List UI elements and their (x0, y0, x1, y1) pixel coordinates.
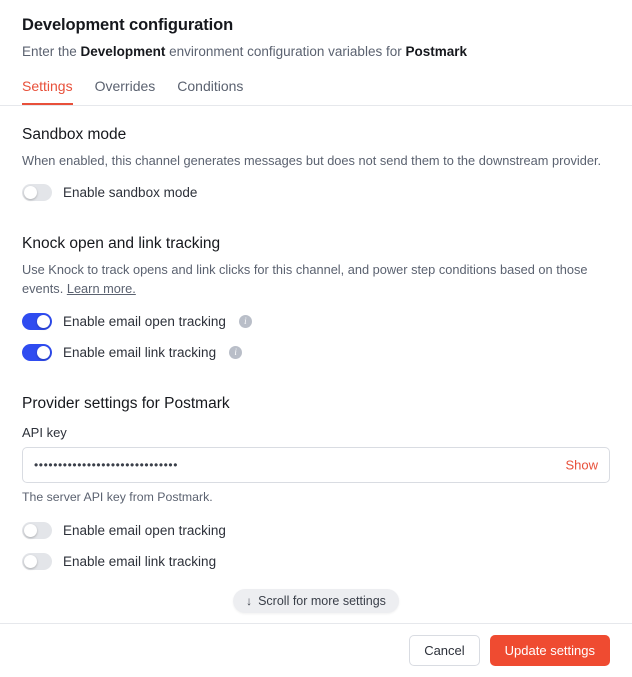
toggle-provider-email-link-tracking[interactable] (22, 553, 52, 570)
arrow-down-icon: ↓ (246, 594, 253, 608)
provider-open-tracking-row[interactable] (22, 522, 610, 539)
toggle-knob (24, 524, 37, 537)
panel-footer (0, 623, 632, 677)
sandbox-toggle-label: Enable sandbox mode (63, 185, 198, 201)
toggle-provider-email-open-tracking[interactable] (22, 522, 52, 539)
section-provider-settings (22, 375, 610, 570)
api-key-help-text: The server API key from Postmark. (22, 489, 213, 504)
knock-open-tracking-row[interactable] (22, 313, 610, 330)
provider-link-tracking-label: Enable email link tracking (63, 553, 217, 569)
toggle-knob (24, 186, 37, 199)
section-sandbox-mode (22, 106, 610, 202)
api-key-label: API key (22, 424, 67, 440)
subtitle-environment: Development (80, 44, 166, 59)
update-settings-button[interactable]: Update settings (490, 635, 610, 666)
settings-body (0, 106, 632, 623)
knock-link-tracking-label: Enable email link tracking (63, 344, 217, 360)
provider-open-tracking-label: Enable email open tracking (63, 522, 226, 538)
provider-link-tracking-row[interactable] (22, 553, 610, 570)
provider-section-title: Provider settings for Postmark (22, 394, 230, 412)
sandbox-toggle-row[interactable] (22, 184, 610, 201)
tracking-section-title: Knock open and link tracking (22, 235, 221, 253)
tracking-description-text: Use Knock to track opens and link clicks for this channel, and power step conditions based on those events. (22, 262, 588, 296)
scroll-pill-label: Scroll for more settings (258, 594, 386, 608)
tracking-section-description (22, 261, 610, 298)
sandbox-section-description: When enabled, this channel generates messages but does not send them to the downstream provider. (22, 152, 602, 168)
subtitle-prefix: Enter the (22, 44, 81, 59)
subtitle-provider: Postmark (405, 44, 467, 59)
scroll-for-more-settings-pill[interactable] (233, 589, 399, 613)
toggle-knob (37, 315, 50, 328)
toggle-knock-email-open-tracking[interactable] (22, 313, 52, 330)
toggle-knock-email-link-tracking[interactable] (22, 344, 52, 361)
page-title: Development configuration (22, 16, 234, 34)
show-api-key-button[interactable]: Show (565, 457, 598, 473)
cancel-button[interactable]: Cancel (409, 635, 479, 666)
tab-conditions[interactable]: Conditions (177, 78, 243, 105)
toggle-enable-sandbox-mode[interactable] (22, 184, 52, 201)
toggle-knob (24, 555, 37, 568)
sandbox-section-title: Sandbox mode (22, 125, 127, 143)
subtitle-middle: environment configuration variables for (165, 44, 406, 59)
tab-overrides[interactable]: Overrides (95, 78, 156, 105)
knock-open-tracking-label: Enable email open tracking (63, 313, 226, 329)
knock-link-tracking-row[interactable] (22, 344, 610, 361)
toggle-knob (37, 346, 50, 359)
page-subtitle (22, 43, 610, 62)
tab-bar (0, 62, 632, 106)
learn-more-link[interactable]: Learn more. (66, 280, 136, 296)
info-icon[interactable]: i (229, 346, 242, 359)
tab-settings[interactable]: Settings (22, 78, 73, 105)
section-knock-tracking (22, 215, 610, 360)
panel-header (0, 0, 632, 62)
api-key-value: •••••••••••••••••••••••••••••• (34, 457, 179, 472)
info-icon[interactable]: i (239, 315, 252, 328)
api-key-field[interactable] (22, 447, 610, 483)
